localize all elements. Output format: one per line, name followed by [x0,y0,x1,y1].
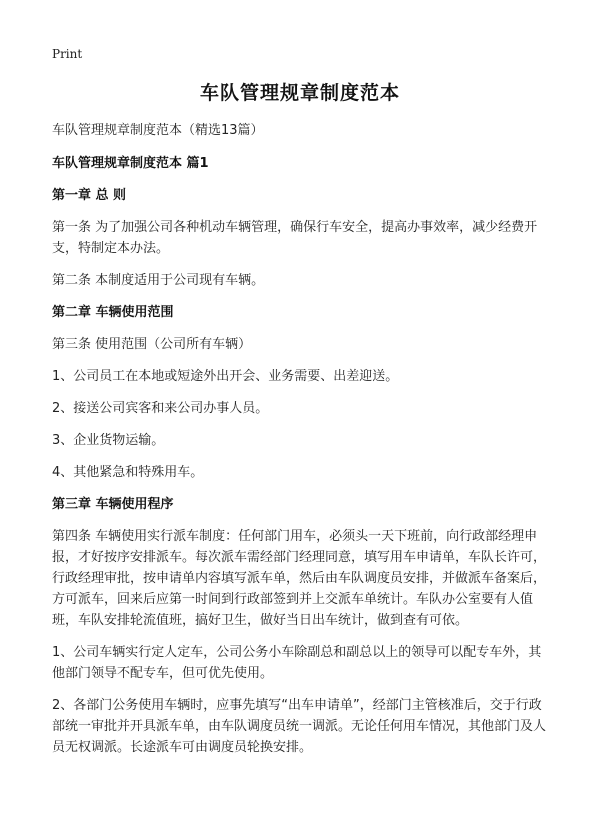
procedure-item-2: 2、各部门公务使用车辆时，应事先填写“出车申请单”，经部门主管核准后，交于行政部统一审批并开具派车单，由车队调度员统一调派。无论任何用车情况，其他部门及人员无权调派。长途派车可由调度员轮换安排。 [52,698,547,755]
document-body [52,120,552,769]
usage-item-4: 4、其他紧急和特殊用车。 [52,465,204,480]
article-1-paragraph: 第一条 为了加强公司各种机动车辆管理，确保行车安全，提高办事效率，减少经费开支，特制定本办法。 [52,220,538,256]
chapter-2-heading: 第二章 车辆使用范围 [52,305,174,320]
print-link[interactable]: Print [52,47,83,61]
usage-item-2: 2、接送公司宾客和来公司办事人员。 [52,401,269,416]
usage-item-3: 3、企业货物运输。 [52,433,165,448]
chapter-1-heading: 第一章 总 则 [52,188,127,203]
article-3-paragraph: 第三条 使用范围（公司所有车辆） [52,337,252,352]
document-subtitle: 车队管理规章制度范本（精选13篇） [52,123,264,138]
section-title: 车队管理规章制度范本 篇1 [52,156,209,171]
page-title: 车队管理规章制度范本 [199,82,400,104]
chapter-3-heading: 第三章 车辆使用程序 [52,497,174,512]
procedure-item-1: 1、公司车辆实行定人定车，公司公务小车除副总和副总以上的领导可以配专车外，其他部门领导不配专车，但可优先使用。 [52,645,542,681]
article-4-paragraph: 第四条 车辆使用实行派车制度：任何部门用车，必须头一天下班前，向行政部经理申报，才好按序安排派车。每次派车需经部门经理同意，填写用车申请单，车队长许可，行政经理审批，按申请单内容填写派车单，然后由车队调度员安排，并做派车备案后，方可派车，回来后应第一时间到行政部签到并上交派车单统计。车队办公室要有人值班，车队安排轮流值班，搞好卫生，做好当日出车统计，做到查有可依。 [52,529,547,628]
article-2-paragraph: 第二条 本制度适用于公司现有车辆。 [52,273,265,288]
usage-item-1: 1、公司员工在本地或短途外出开会、业务需要、出差迎送。 [52,369,399,384]
